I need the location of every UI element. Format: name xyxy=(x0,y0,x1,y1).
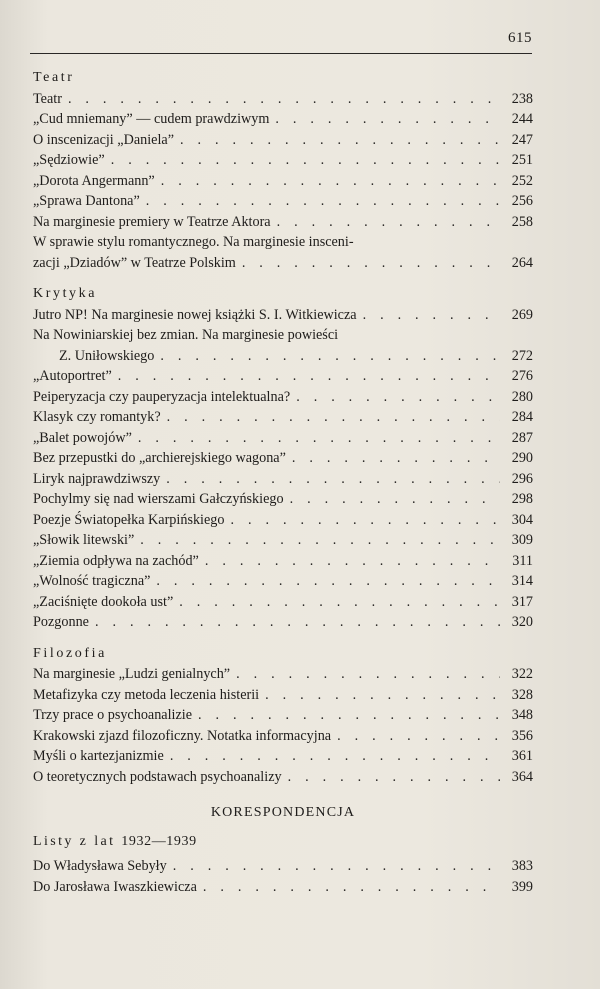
toc-entry[interactable] xyxy=(33,726,533,747)
entry-page: 361 xyxy=(511,748,533,764)
entry-title: „Sprawa Dantona” xyxy=(33,193,140,209)
toc-entry[interactable] xyxy=(33,571,533,592)
leader-dots xyxy=(167,407,500,428)
entry-title: Jutro NP! Na marginesie nowej książki S. I. Witkiewicza xyxy=(33,306,357,323)
toc-entry[interactable] xyxy=(33,109,533,130)
section-heading-korespondencja: KORESPONDENCJA xyxy=(210,805,356,820)
leader-dots xyxy=(179,592,500,613)
entry-title: Na marginesie premiery w Teatrze Aktora xyxy=(33,213,271,230)
header-rule xyxy=(30,53,532,54)
leader-dots xyxy=(68,89,500,110)
toc-entry[interactable] xyxy=(33,89,533,110)
toc-entry[interactable] xyxy=(33,366,533,387)
leader-dots xyxy=(288,767,500,788)
entry-page: 276 xyxy=(511,368,533,384)
leader-dots xyxy=(265,685,500,706)
toc-entry[interactable] xyxy=(33,407,533,428)
entry-page: 314 xyxy=(511,573,533,589)
entry-page: 280 xyxy=(511,388,533,405)
entry-title: „Sędziowie” xyxy=(33,152,105,168)
section-gap xyxy=(33,824,533,832)
toc-entry[interactable] xyxy=(33,469,533,490)
entry-title: Pochylmy się nad wierszami Gałczyńskiego xyxy=(33,491,284,507)
entry-title: Klasyk czy romantyk? xyxy=(33,409,161,425)
toc-entry[interactable] xyxy=(33,551,533,572)
entry-title: Krakowski zjazd filozoficzny. Notatka informacyjna xyxy=(33,727,332,744)
toc-entry[interactable] xyxy=(33,212,533,233)
subheading-letters xyxy=(33,832,533,853)
entry-title: „Autoportret” xyxy=(33,368,112,384)
leader-dots xyxy=(277,212,500,233)
section-gap xyxy=(33,787,533,803)
toc-entry[interactable] xyxy=(33,746,533,767)
entry-page: 328 xyxy=(511,686,533,703)
entry-page: 244 xyxy=(511,111,533,127)
entry-page: 317 xyxy=(511,593,533,610)
entry-title: „Cud mniemany” — cudem prawdziwym xyxy=(33,111,270,127)
section-heading-teatr: Teatr xyxy=(33,70,75,85)
entry-title: „Balet powojów” xyxy=(33,429,132,446)
toc-entry[interactable] xyxy=(33,767,533,788)
toc-entry[interactable] xyxy=(33,150,533,171)
entry-title: „Słowik litewski” xyxy=(33,532,135,548)
entry-title-line2: zacji „Dziadów” w Teatrze Polskim xyxy=(33,254,236,271)
entry-title: Poezje Światopełka Karpińskiego xyxy=(33,511,225,528)
leader-dots xyxy=(160,346,500,367)
entry-page: 272 xyxy=(511,347,533,364)
entry-page: 304 xyxy=(511,511,533,528)
entry-page: 284 xyxy=(511,409,533,425)
entry-page: 247 xyxy=(511,131,533,148)
entry-page: 309 xyxy=(511,532,533,548)
entry-page: 356 xyxy=(511,727,533,744)
leader-dots xyxy=(363,305,500,326)
entry-title: Pozgonne xyxy=(33,614,89,630)
entry-title-line1[interactable]: Na Nowiniarskiej bez zmian. Na marginesie powieści xyxy=(33,327,339,343)
toc-entry[interactable] xyxy=(33,191,533,212)
toc-entry[interactable] xyxy=(33,705,533,726)
section-heading-krytyka: Krytyka xyxy=(33,286,98,301)
entry-title: Peiperyzacja czy pauperyzacja intelektualna? xyxy=(33,388,291,405)
leader-dots xyxy=(166,469,500,490)
leader-dots xyxy=(337,726,500,747)
leader-dots xyxy=(296,387,500,408)
entry-title: „Zaciśnięte dookoła ust” xyxy=(33,593,174,610)
leader-dots xyxy=(180,130,500,151)
leader-dots xyxy=(140,530,500,551)
entry-page: 251 xyxy=(511,152,533,168)
toc-entry[interactable] xyxy=(33,387,533,408)
entry-title: Do Jarosława Iwaszkiewicza xyxy=(33,878,197,895)
subheading-years: 1932—1939 xyxy=(121,833,197,849)
toc-entry[interactable] xyxy=(33,253,533,274)
section-heading-filozofia: Filozofia xyxy=(33,645,107,661)
toc-entry[interactable] xyxy=(33,530,533,551)
entry-title: Liryk najprawdziwszy xyxy=(33,470,161,487)
leader-dots xyxy=(205,551,500,572)
leader-dots xyxy=(236,664,500,685)
entry-page: 264 xyxy=(511,254,533,271)
entry-title: „Wolność tragiczna” xyxy=(33,573,151,589)
entry-title: Do Władysława Sebyły xyxy=(33,858,167,874)
entry-title: Bez przepustki do „archierejskiego wagona” xyxy=(33,450,286,466)
entry-title: Na marginesie „Ludzi genialnych” xyxy=(33,666,231,682)
toc-entry[interactable] xyxy=(33,664,533,685)
section-gap xyxy=(33,273,533,284)
leader-dots xyxy=(198,705,500,726)
entry-title: „Ziemia odpływa na zachód” xyxy=(33,552,199,569)
entry-page: 290 xyxy=(511,450,533,466)
toc-entry[interactable] xyxy=(33,612,533,633)
entry-title: Trzy prace o psychoanalizie xyxy=(33,707,193,723)
entry-page: 258 xyxy=(511,213,533,230)
page-number: 615 xyxy=(508,30,532,46)
leader-dots xyxy=(173,856,500,877)
entry-page: 296 xyxy=(511,470,533,487)
toc-entry[interactable] xyxy=(33,685,533,706)
entry-title: O inscenizacji „Daniela” xyxy=(33,131,175,148)
entry-page: 269 xyxy=(511,306,533,323)
toc-entry[interactable] xyxy=(33,510,533,531)
entry-page: 252 xyxy=(511,172,533,189)
entry-title: Teatr xyxy=(33,90,62,107)
entry-page: 348 xyxy=(511,707,533,723)
leader-dots xyxy=(242,253,500,274)
entry-page: 364 xyxy=(511,768,533,785)
leader-dots xyxy=(156,571,500,592)
entry-title: Metafizyka czy metoda leczenia histerii xyxy=(33,686,260,703)
entry-page: 298 xyxy=(511,491,533,507)
toc-entry[interactable] xyxy=(33,877,533,898)
leader-dots xyxy=(275,109,500,130)
entry-page: 256 xyxy=(511,193,533,209)
entry-title: O teoretycznych podstawach psychoanalizy xyxy=(33,768,282,785)
leader-dots xyxy=(292,448,500,469)
toc-entry[interactable] xyxy=(33,592,533,613)
entry-page: 322 xyxy=(511,666,533,682)
leader-dots xyxy=(138,428,500,449)
entry-title: „Dorota Angermann” xyxy=(33,172,155,189)
leader-dots xyxy=(146,191,500,212)
leader-dots xyxy=(118,366,500,387)
entry-page: 320 xyxy=(511,614,533,630)
entry-title: Myśli o kartezjanizmie xyxy=(33,748,164,764)
toc-entry[interactable] xyxy=(33,130,533,151)
leader-dots xyxy=(290,489,500,510)
entry-page: 311 xyxy=(512,552,533,569)
entry-page: 287 xyxy=(511,429,533,446)
toc-entry[interactable] xyxy=(33,346,533,367)
leader-dots xyxy=(95,612,500,633)
toc-entry[interactable] xyxy=(33,856,533,877)
entry-title-line1[interactable]: W sprawie stylu romantycznego. Na marginesie insceni- xyxy=(33,234,354,250)
subheading-words: Listy z lat xyxy=(33,833,116,849)
entry-page: 383 xyxy=(511,858,533,874)
entry-page: 399 xyxy=(511,878,533,895)
toc-entry[interactable] xyxy=(33,305,533,326)
table-of-contents xyxy=(33,68,533,897)
toc-entry[interactable] xyxy=(33,171,533,192)
section-gap xyxy=(33,633,533,644)
leader-dots xyxy=(111,150,500,171)
leader-dots xyxy=(170,746,500,767)
leader-dots xyxy=(230,510,500,531)
leader-dots xyxy=(161,171,500,192)
entry-title-line2: Z. Uniłowskiego xyxy=(59,347,155,364)
toc-entry[interactable] xyxy=(33,428,533,449)
entry-page: 238 xyxy=(511,90,533,107)
toc-entry[interactable] xyxy=(33,489,533,510)
leader-dots xyxy=(203,877,500,898)
toc-entry[interactable] xyxy=(33,448,533,469)
